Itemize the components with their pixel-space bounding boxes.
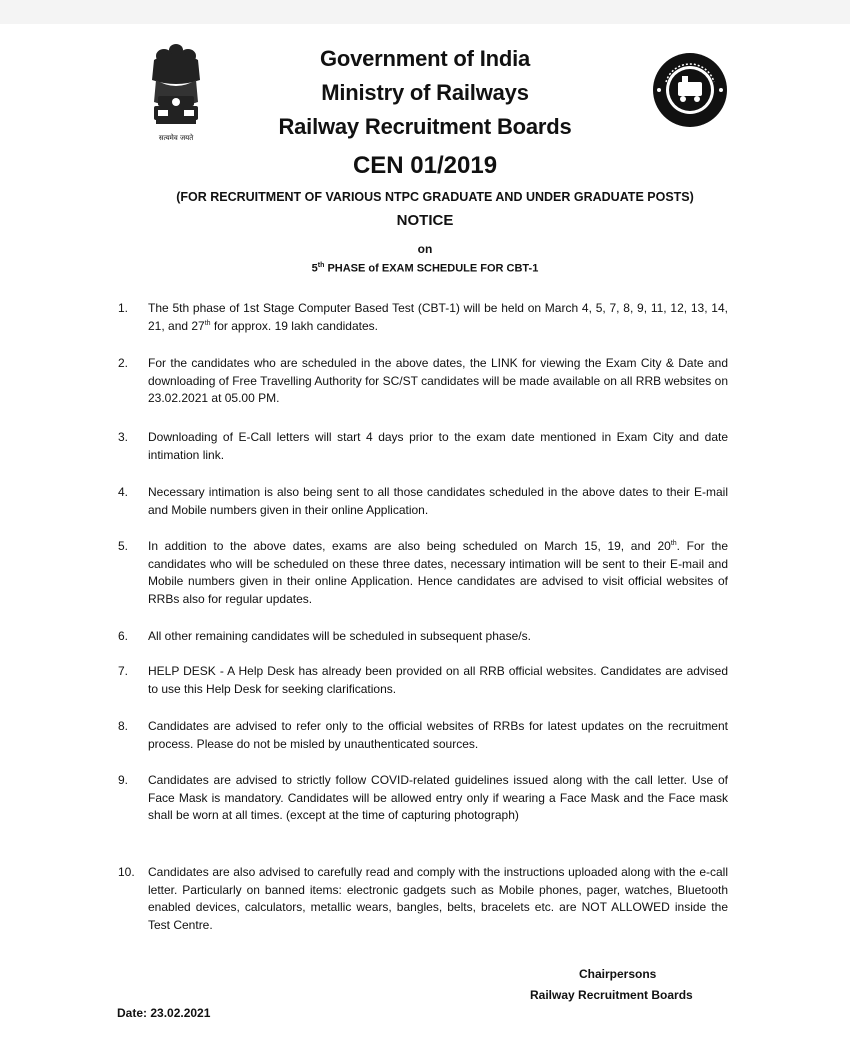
header-ministry: Ministry of Railways [321,80,529,105]
notice-subtitle: (FOR RECRUITMENT OF VARIOUS NTPC GRADUATE AND UNDER GRADUATE POSTS) [176,190,694,204]
list-item: 9. Candidates are advised to strictly follow COVID-related guidelines issued along with the call letter. Use of Face Mask is mandatory. Candidates will be allowed entry only if wearing a Face Mask and the Face mask shall be worn at all times. (except at the time of capturing photograph) [118,773,728,822]
list-item: 5. In addition to the above dates, exams are also being scheduled on March 15, 19, and 20th. For the candidates who will be scheduled on these three dates, necessary intimation will be sent to their E-mail and Mobile numbers given in their online Application. Hence candidates are advised to visit official websites of RRBs also for regular updates. [118,539,729,606]
header-government: Government of India [319,46,531,71]
signature-org: Railway Recruitment Boards [530,988,693,1002]
list-item: 4. Necessary intimation is also being sent to all those candidates scheduled in the above dates to their E-mail and Mobile numbers given in their online Application. [118,485,728,517]
notice-reference: CEN 01/2019 [352,152,498,179]
header-boards: Railway Recruitment Boards [278,114,572,139]
letterhead [0,42,850,144]
list-item: 6. All other remaining candidates will be scheduled in subsequent phase/s. [118,629,531,643]
notice-phase-title: 5th PHASE of EXAM SCHEDULE FOR CBT-1 [311,262,539,275]
list-item: 8. Candidates are advised to refer only to the official websites of RRBs for latest updates on the recruitment process. Please do not be misled by unauthenticated sources. [118,719,728,751]
notice-on: on [417,242,433,256]
list-item: 2. For the candidates who are scheduled in the above dates, the LINK for viewing the Exam City & Date and downloading of Free Travelling Authority for SC/ST candidates will be made available on all RRB websites on 23.02.2021 at 05.00 PM. [118,356,728,405]
notice-date: Date: 23.02.2021 [117,1006,211,1020]
emblem-caption: सत्यमेव जयते [158,134,194,142]
list-item: 10. Candidates are also advised to carefully read and comply with the instructions uploaded along with the e-call letter. Particularly on banned items: electronic gadgets such as Mobile phones, pager, watches, Bluetooth enabled devices, calculators, metallic wears, bangles, belts, bracelets etc. are NOT ALLOWED inside the Test Centre. [118,865,728,932]
list-item: 3. Downloading of E-Call letters will start 4 days prior to the exam date mentioned in Exam City and date intimation link. [118,430,728,462]
list-item: 7. HELP DESK - A Help Desk has already been provided on all RRB official websites. Candidates are advised to use this Help Desk for seeking clarifications. [118,664,728,696]
top-strip [0,0,850,24]
list-item: 1. The 5th phase of 1st Stage Computer Based Test (CBT-1) will be held on March 4, 5, 7, 8, 9, 11, 12, 13, 14, 21, and 27th for approx. 19 lakh candidates. [118,301,728,333]
signature-title: Chairpersons [579,967,657,981]
notice-heading: NOTICE [396,212,454,229]
